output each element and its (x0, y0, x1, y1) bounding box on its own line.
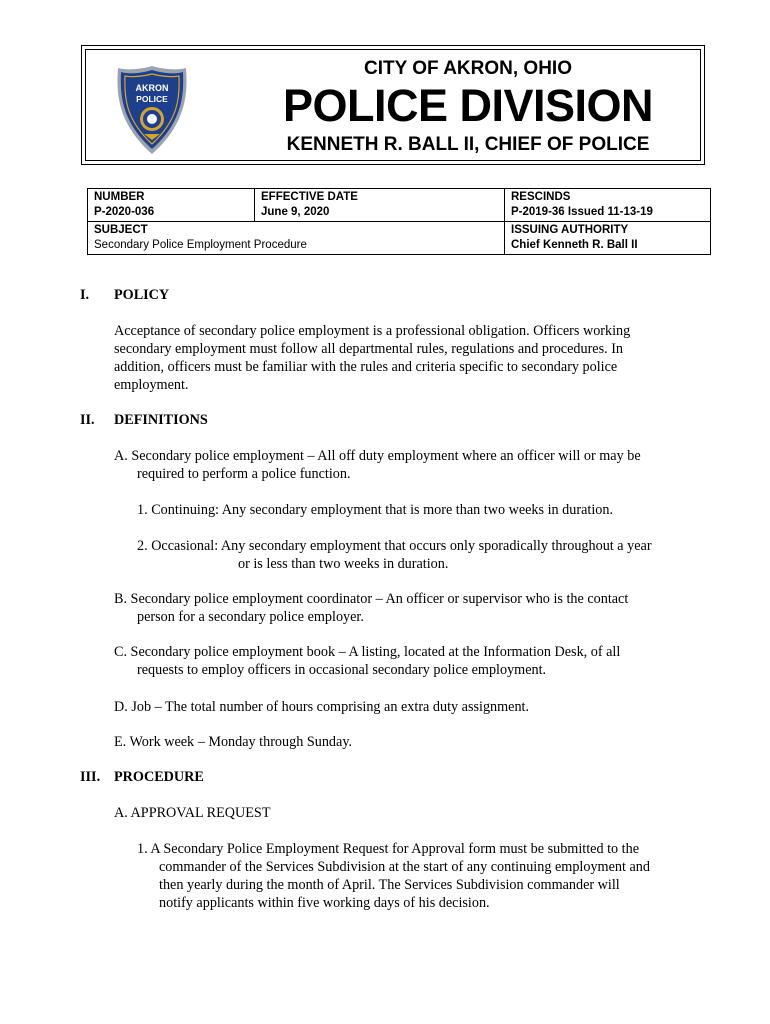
definition-b-line: B. Secondary police employment coordinator – An officer or supervisor who is the contact (114, 591, 629, 607)
definition-a-line: A. Secondary police employment – All off duty employment where an officer will or may be (114, 448, 641, 464)
procedure-a1-line: notify applicants within five working days of his decision. (159, 895, 490, 911)
effective-date-cell (255, 189, 505, 222)
section-number-definitions: II. (80, 412, 95, 428)
definition-e: E. Work week – Monday through Sunday. (114, 734, 353, 750)
document-header (81, 45, 705, 165)
procedure-a1-line: commander of the Services Subdivision at the start of any continuing employment and (159, 859, 650, 875)
definition-c-line: requests to employ officers in occasional secondary police employment. (137, 662, 547, 678)
number-label: NUMBER (94, 191, 145, 203)
issuing-authority-value: Chief Kenneth R. Ball II (511, 239, 638, 251)
policy-line: employment. (114, 377, 189, 393)
definition-a-line: required to perform a police function. (137, 466, 351, 482)
policy-line: addition, officers must be familiar with the rules and criteria specific to secondary police (114, 359, 618, 375)
header-inner-border (85, 49, 701, 161)
rescinds-cell (505, 189, 711, 222)
chief-name: KENNETH R. BALL II, CHIEF OF POLICE (286, 134, 650, 155)
subject-label: SUBJECT (94, 224, 148, 236)
effective-date-label: EFFECTIVE DATE (261, 191, 358, 203)
definition-c-line: C. Secondary police employment book – A listing, located at the Information Desk, of all (114, 644, 621, 660)
subject-value: Secondary Police Employment Procedure (94, 239, 307, 251)
definition-a2 (137, 537, 652, 573)
issuing-authority-label: ISSUING AUTHORITY (511, 224, 629, 236)
policy-paragraph (114, 322, 630, 394)
procedure-a1-line: 1. A Secondary Police Employment Request for Approval form must be submitted to the (137, 841, 640, 857)
subject-cell (88, 222, 505, 255)
section-title-policy: POLICY (114, 287, 170, 303)
badge-middle-text: POLICE (136, 94, 168, 104)
definition-a (114, 447, 641, 483)
section-number-policy: I. (80, 287, 90, 303)
definition-c (114, 643, 620, 679)
definition-a2-line: or is less than two weeks in duration. (238, 556, 449, 572)
definition-d: D. Job – The total number of hours comprising an extra duty assignment. (114, 699, 530, 715)
procedure-a1-line: then yearly during the month of April. The Services Subdivision commander will (159, 877, 620, 893)
definition-a1: 1. Continuing: Any secondary employment that is more than two weeks in duration. (137, 502, 613, 518)
division-name: POLICE DIVISION (282, 80, 654, 131)
procedure-a-heading: A. APPROVAL REQUEST (114, 805, 271, 821)
city-name: CITY OF AKRON, OHIO (364, 58, 572, 79)
definition-a2-line: 2. Occasional: Any secondary employment that occurs only sporadically throughout a year (137, 538, 652, 554)
number-cell (88, 189, 255, 222)
definition-b (114, 590, 628, 626)
policy-line: Acceptance of secondary police employment is a professional obligation. Officers working (114, 323, 631, 339)
definition-b-line: person for a secondary police employer. (137, 609, 364, 625)
akron-police-badge-logo (116, 64, 188, 156)
issuing-authority-cell (505, 222, 711, 255)
section-number-procedure: III. (80, 769, 101, 785)
rescinds-value: P-2019-36 Issued 11-13-19 (511, 206, 653, 218)
effective-date-value: June 9, 2020 (261, 206, 330, 218)
policy-line: secondary employment must follow all departmental rules, regulations and procedures. In (114, 341, 624, 357)
rescinds-label: RESCINDS (511, 191, 571, 203)
number-value: P-2020-036 (94, 206, 155, 218)
directive-info-table (87, 188, 711, 255)
section-title-definitions: DEFINITIONS (114, 412, 208, 428)
section-title-procedure: PROCEDURE (114, 769, 204, 785)
badge-top-text: AKRON (135, 83, 169, 93)
procedure-a1 (137, 840, 650, 912)
